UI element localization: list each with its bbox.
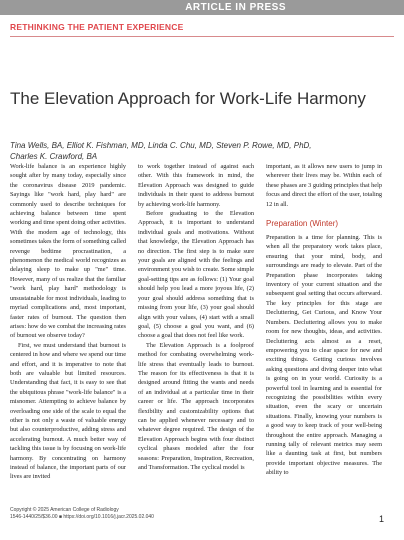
copyright-line: Copyright © 2025 American College of Radiology [10, 507, 119, 513]
paragraph: Work-life balance is an experience highly sought after by many today, especially since the coronavirus disease 2019 pandemic. Sayings like "work hard, play hard" are commonly used to describe techniques for achieving balance between time spent working and time spent doing other activities. With the modern age of technology, this sometimes takes the form of something called revenge bedtime procrastination, a phenomenon the medical world recognizes as delaying sleep to make up "me" time. However, many of us realize that the familiar "work hard, play hard" methodology is unsustainable for most individuals, leading to myriad complications and, most important, faster rates of burnout. The question then arises: how do we combat the increasing rates of burnout we observe today? [10, 163, 126, 340]
author-line-1: Tina Wells, BA, Elliot K. Fishman, MD, Linda C. Chu, MD, Steven P. Rowe, MD, PhD, [10, 141, 312, 150]
body-column-1 [10, 162, 126, 482]
article-title: The Elevation Approach for Work-Life Harmony [10, 89, 366, 108]
paragraph: Before graduating to the Elevation Approach, it is important to understand individual goals and motivations. Without that knowledge, the Elevation Approach has no direction. The first step is to make sure your goals are aligned with the feelings and environment you wish to create. Some simple goal-setting tips are as follows: (1) Your goal should help you lead a more joyous life, (2) your goal should address something that is missing from your life, (3) your goal should align with your values, (4) start with a small goal, (5) choose a goal you want, and (6) choose a goal that does not feel like work. [138, 210, 254, 340]
doi-line: 1546-1440/25/$36.00 ■ https://doi.org/10.1016/j.jacr.2025.02.040 [10, 513, 154, 520]
paragraph: The Elevation Approach is a foolproof method for combating overwhelming work-life stress that eventually leads to burnout. The reason for its effectiveness is that it is designed around fitting the wants and needs of an individual at a particular time in their career or life. The approach incorporates flexibility and customizability options that can be applied whenever necessary and to whatever degree required. The design of the Elevation Approach begins with four distinct cyclical phases modeled after the four seasons: Preparation, Inspiration, Recreation, and Transformation. The cyclical model is [138, 341, 254, 471]
paragraph: Preparation is a time for planning. This is when all the preparatory work takes place, ensuring that your mind, body, and surroundings are ready to elevate. Part of the Preparation phase incorporates taking inventory of your current situation and the subsequent goal setting that occurs afterward. The key principles for this stage are Decluttering, Get Curious, and Know Your Numbers. Decluttering allows you to make room for new thoughts, ideas, and activities. Decluttering acts almost as a reset, empowering you to clear space for new and exciting things. Getting curious involves asking questions and diving deeper into what is going on in your world. Curiosity is a powerful tool in learning and is essential for recognizing the possibilities within every situation, even the scary or uncertain situations. Finally, knowing your numbers is a good way to keep track of your well-being throughout the entire approach. Managing a running tally of relevant metrics may seem like a daunting task at first, but numbers provide important objective measures. The ability to [266, 234, 382, 477]
body-column-2 [138, 162, 254, 472]
section-label: RETHINKING THE PATIENT EXPERIENCE [10, 22, 184, 32]
author-list [10, 140, 390, 162]
section-divider [10, 36, 394, 37]
author-line-2: Charles K. Crawford, BA [10, 152, 98, 161]
page-number: 1 [378, 514, 384, 524]
copyright-footer [10, 507, 310, 520]
paragraph: important, as it allows new users to jump in wherever their lives may be. Within each of these phases are 3 guiding principles that help focus and direct the effort of the user, totaling 12 in all. [266, 163, 382, 208]
section-heading-preparation: Preparation (Winter) [266, 219, 339, 229]
article-in-press-banner: ARTICLE IN PRESS [0, 0, 404, 15]
paragraph: First, we must understand that burnout is centered in how and where we spend our time and effort, and it is imperative to note that both are valuable but limited resources. Understanding that fact, it is easy to see that the ubiquitous phrase "work-life balance" is a misnomer. Attempting to achieve balance by overloading one side of the scale to equal the other is not only a waste of valuable energy but also counterproductive, adding stress and accelerating burnout. A much better way of tackling this issue is by focusing on work-life harmony. By concentrating on harmony instead of balance, the important parts of our lives are invited [10, 341, 126, 481]
paragraph: to work together instead of against each other. With this framework in mind, the Elevation Approach was designed to guide individuals in their quest to address burnout by achieving work-life harmony. [138, 163, 254, 208]
body-column-3 [266, 162, 382, 478]
